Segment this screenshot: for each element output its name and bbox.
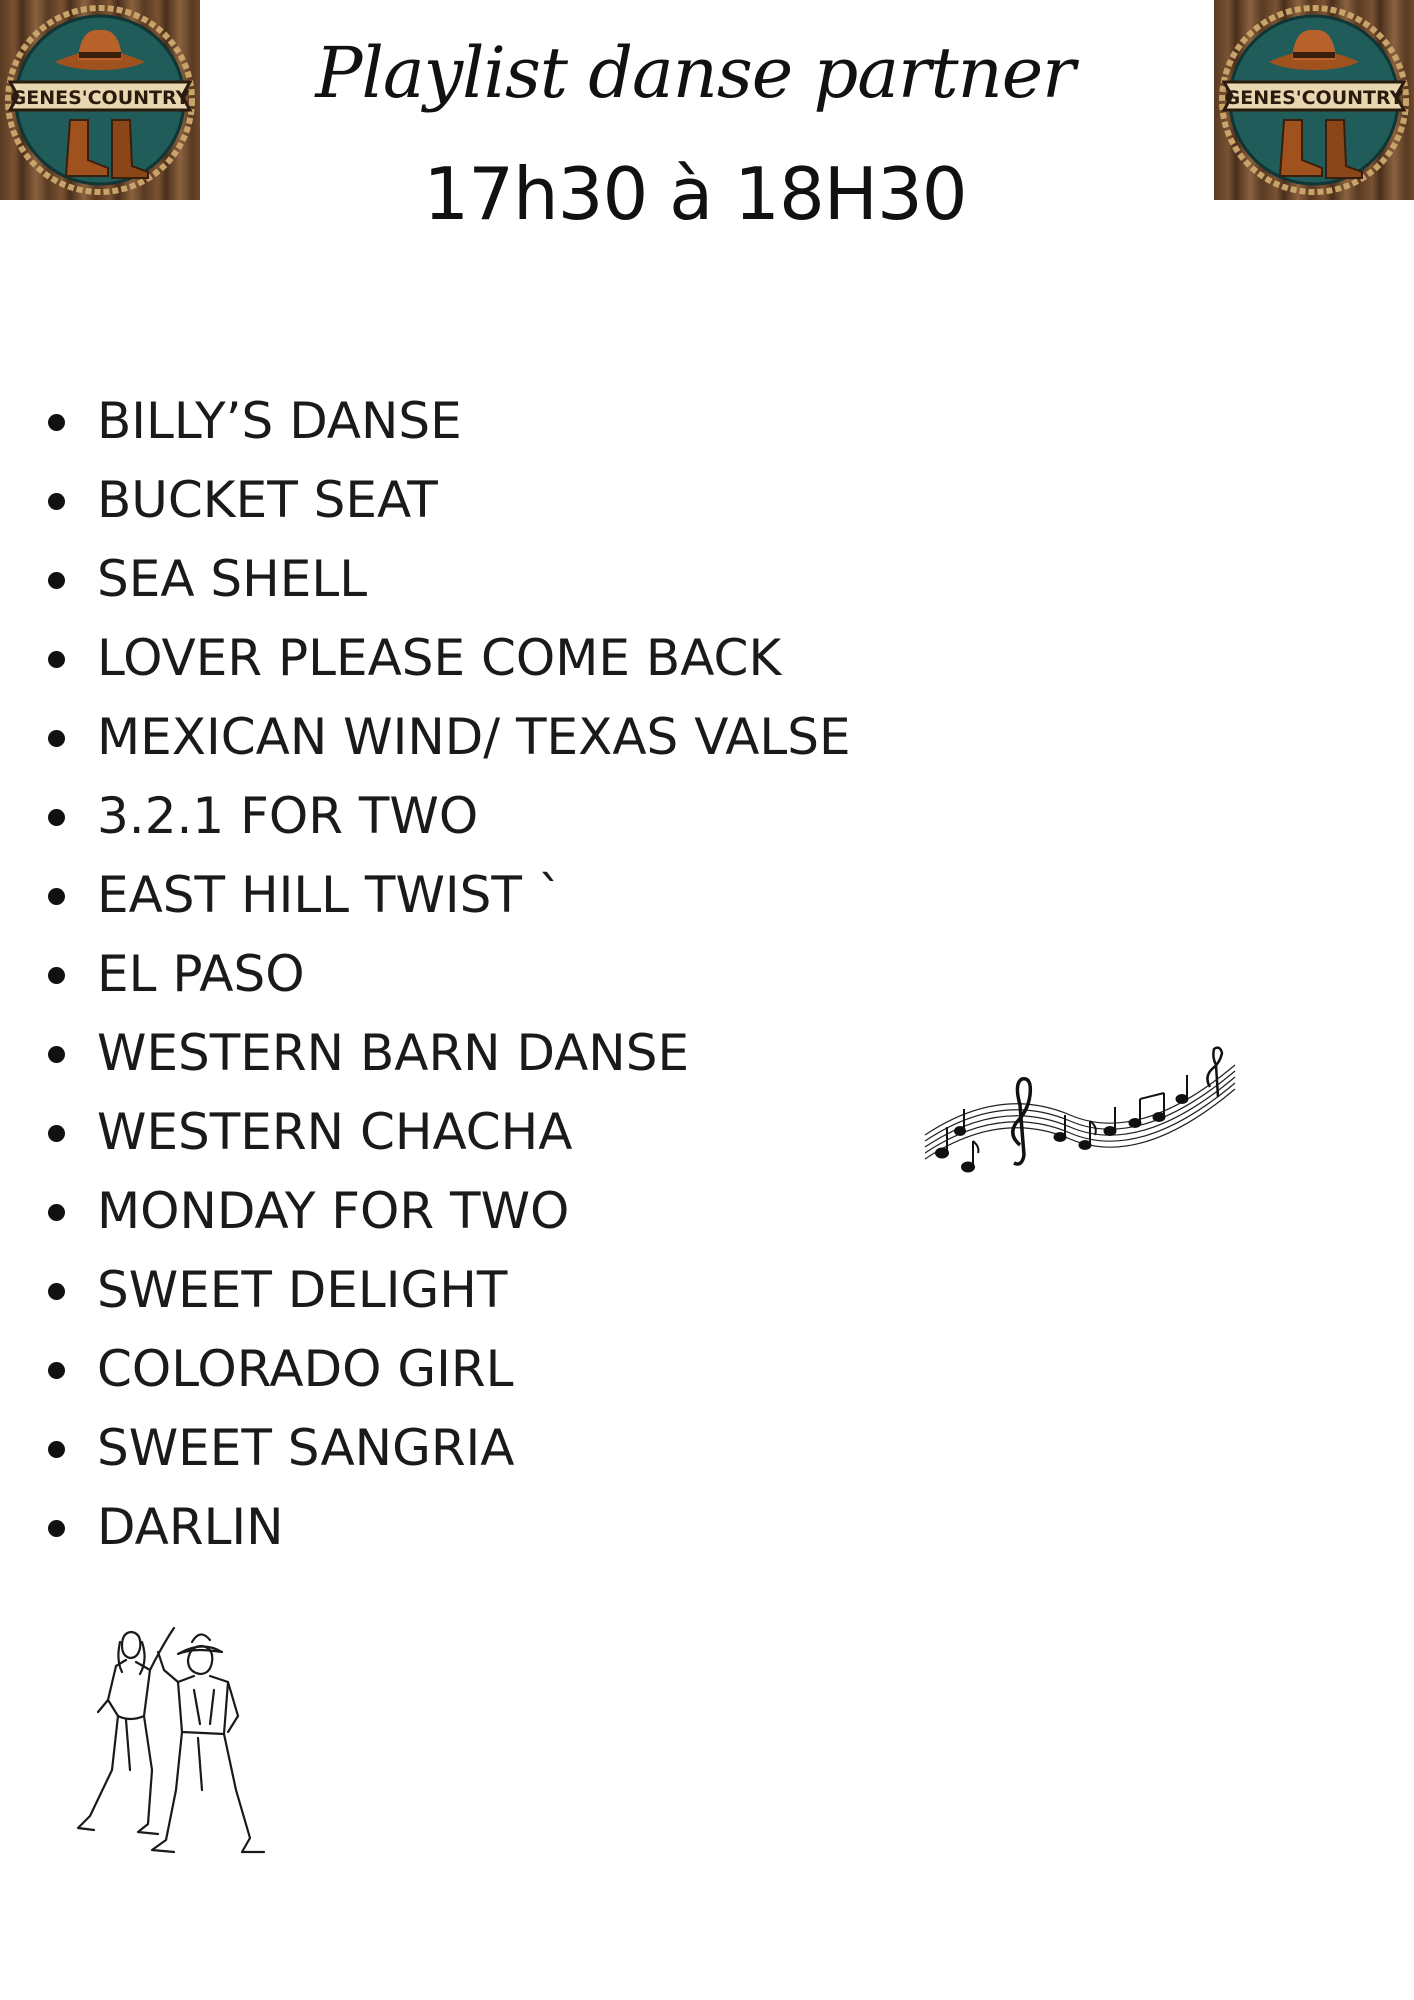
playlist-item: 3.2.1 FOR TWO [40, 777, 851, 856]
music-notes-icon [920, 1035, 1240, 1175]
genes-country-logo-right [1214, 0, 1414, 200]
playlist-item: LOVER PLEASE COME BACK [40, 619, 851, 698]
playlist-item: MEXICAN WIND/ TEXAS VALSE [40, 698, 851, 777]
logo-badge-icon [0, 0, 200, 200]
playlist-item: MONDAY FOR TWO [40, 1172, 851, 1251]
playlist-item: DARLIN [40, 1488, 851, 1567]
logo-text: GENES'COUNTRY [1224, 87, 1404, 109]
logo-text: GENES'COUNTRY [10, 87, 190, 109]
playlist-item: SEA SHELL [40, 540, 851, 619]
playlist [40, 382, 851, 1567]
playlist-item: EAST HILL TWIST ` [40, 856, 851, 935]
playlist-item: WESTERN BARN DANSE [40, 1014, 851, 1093]
dancing-couple-icon [60, 1620, 300, 1870]
playlist-item: SWEET DELIGHT [40, 1251, 851, 1330]
playlist-item: BILLY’S DANSE [40, 382, 851, 461]
playlist-item: WESTERN CHACHA [40, 1093, 851, 1172]
time-range: 17h30 à 18H30 [423, 152, 967, 236]
page-title: Playlist danse partner [315, 32, 1075, 114]
genes-country-logo-left [0, 0, 200, 200]
playlist-item: SWEET SANGRIA [40, 1409, 851, 1488]
playlist-item: BUCKET SEAT [40, 461, 851, 540]
logo-badge-icon [1214, 0, 1414, 200]
playlist-item: COLORADO GIRL [40, 1330, 851, 1409]
playlist-item: EL PASO [40, 935, 851, 1014]
